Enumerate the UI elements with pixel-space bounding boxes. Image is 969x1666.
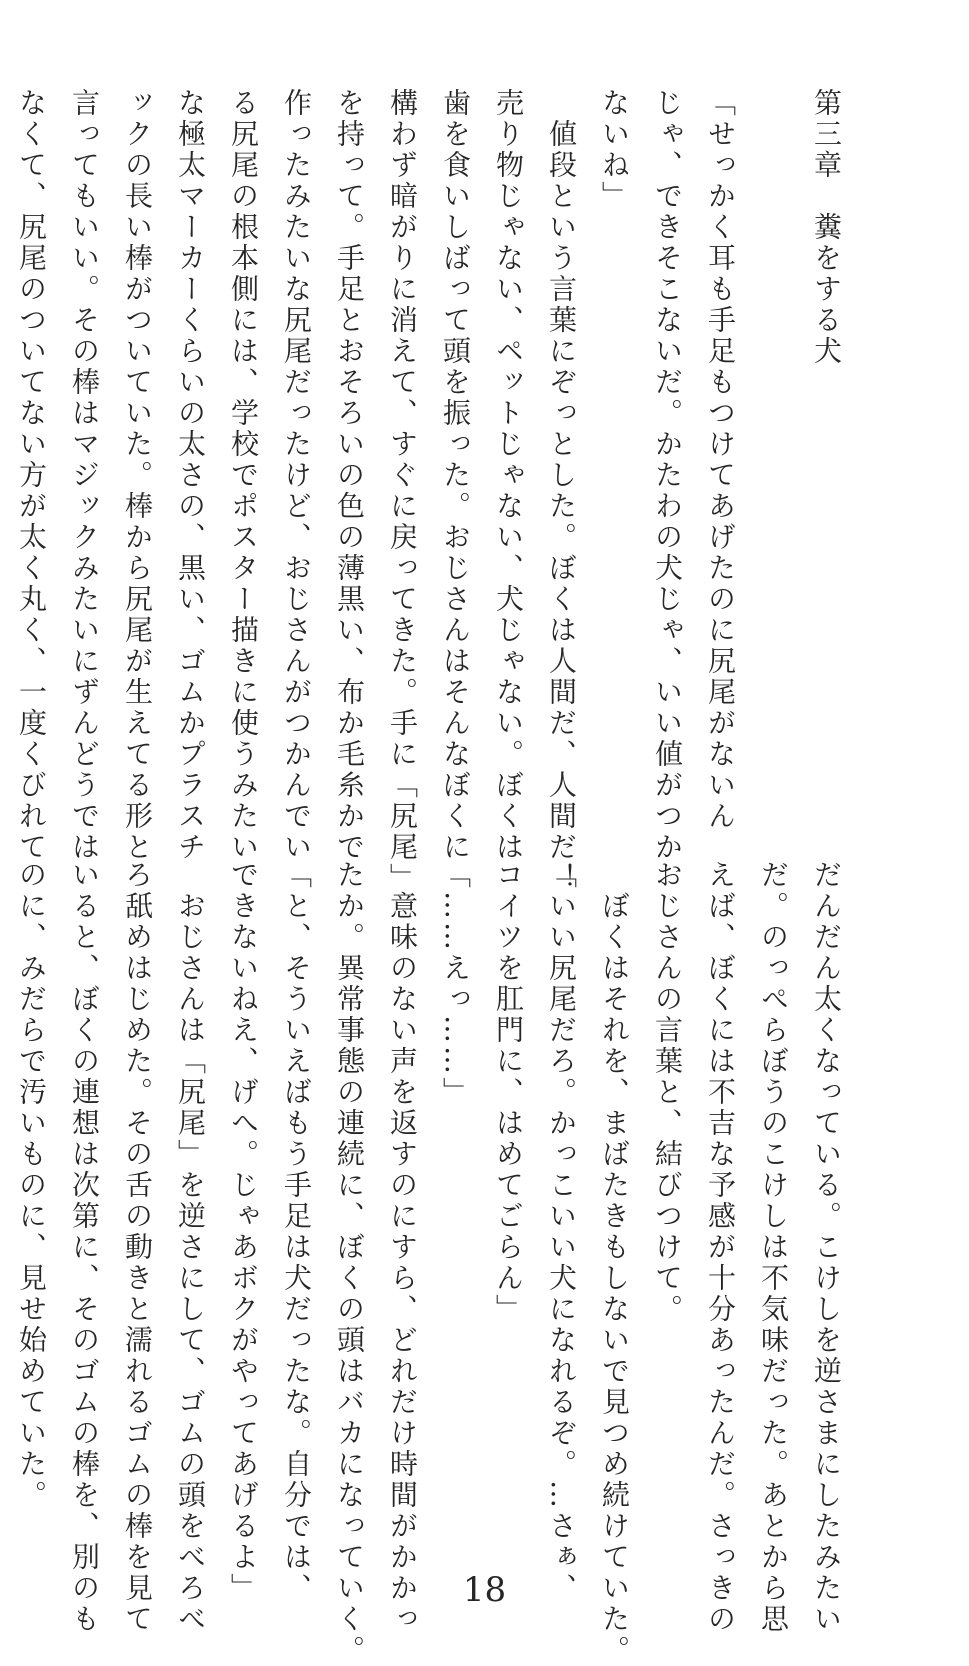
text-line: 歯を食いしばって頭を振った。おじさんはそんなぼくに: [439, 88, 472, 863]
upper-text-block: [15, 88, 853, 894]
chapter-title: 第三章 糞をする犬: [810, 88, 843, 367]
text-line: 「と、そういえばもう手足は犬だったな。自分では、: [280, 860, 313, 1604]
text-line: じゃ、できそこないだ。かたわの犬じゃ、いい値がつか: [651, 88, 684, 863]
text-line: なくて、尻尾のついてない方が太く丸く、一度くびれて: [15, 88, 48, 863]
text-line: おじさんの言葉と、結びつけて。: [651, 860, 684, 1325]
text-line: 言ってもいい。その棒はマジックみたいにずんどうでは: [68, 88, 101, 863]
text-line: えば、ぼくには不吉な予感が十分あったんだ。さっきの: [704, 860, 737, 1635]
text-line: いると、ぼくの連想は次第に、そのゴムの棒を、別のも: [68, 860, 101, 1635]
text-line: 構わず暗がりに消えて、すぐに戻ってきた。手に「尻尾」: [386, 88, 419, 894]
text-line: る尻尾の根本側には、学校でポスター描きに使うみたい: [227, 88, 260, 863]
text-line: だ。のっぺらぼうのこけしは不気味だった。あとから思: [757, 860, 790, 1635]
text-line: な極太マーカーくらいの太さの、黒い、ゴムかプラスチ: [174, 88, 207, 863]
text-line: 作ったみたいな尻尾だったけど、おじさんがつかんでい: [280, 88, 313, 863]
text-line: できないねえ、げへ。じゃあボクがやってあげるよ」: [227, 860, 260, 1604]
text-line: ろ舐めはじめた。その舌の動きと濡れるゴムの棒を見て: [121, 860, 154, 1635]
text-line: 「……えっ……」: [439, 860, 472, 1108]
text-line: ックの長い棒がついていた。棒から尻尾が生えてる形と: [121, 88, 154, 863]
text-line: だんだん太くなっている。こけしを逆さまにしたみたい: [810, 860, 843, 1635]
text-line: 「いい尻尾だろ。かっこいい犬になれるぞ。…さぁ、: [545, 860, 578, 1604]
text-line: ぼくはそれを、まばたきもしないで見つめ続けていた。: [598, 860, 631, 1666]
text-line: おじさんは「尻尾」を逆さにして、ゴムの頭をべろべ: [174, 860, 207, 1635]
text-line: たか。異常事態の連続に、ぼくの頭はバカになっていく。: [333, 860, 366, 1666]
page-number: 18: [462, 1570, 507, 1610]
text-line: 「せっかく耳も手足もつけてあげたのに尻尾がないん: [704, 88, 737, 832]
text-line: のに、みだらで汚いものに、見せ始めていた。: [15, 860, 48, 1511]
text-line: 値段という言葉にぞっとした。ぼくは人間だ、人間だ！: [545, 88, 578, 894]
text-line: 売り物じゃない、ペットじゃない、犬じゃない。ぼくは: [492, 88, 525, 863]
text-line: を持って。手足とおそろいの色の薄黒い、布か毛糸かで: [333, 88, 366, 863]
text-line: ないね」: [598, 88, 631, 212]
text-line: コイツを肛門に、はめてごらん」: [492, 860, 525, 1325]
text-line: 意味のない声を返すのにすら、どれだけ時間がかかっ: [386, 860, 419, 1635]
